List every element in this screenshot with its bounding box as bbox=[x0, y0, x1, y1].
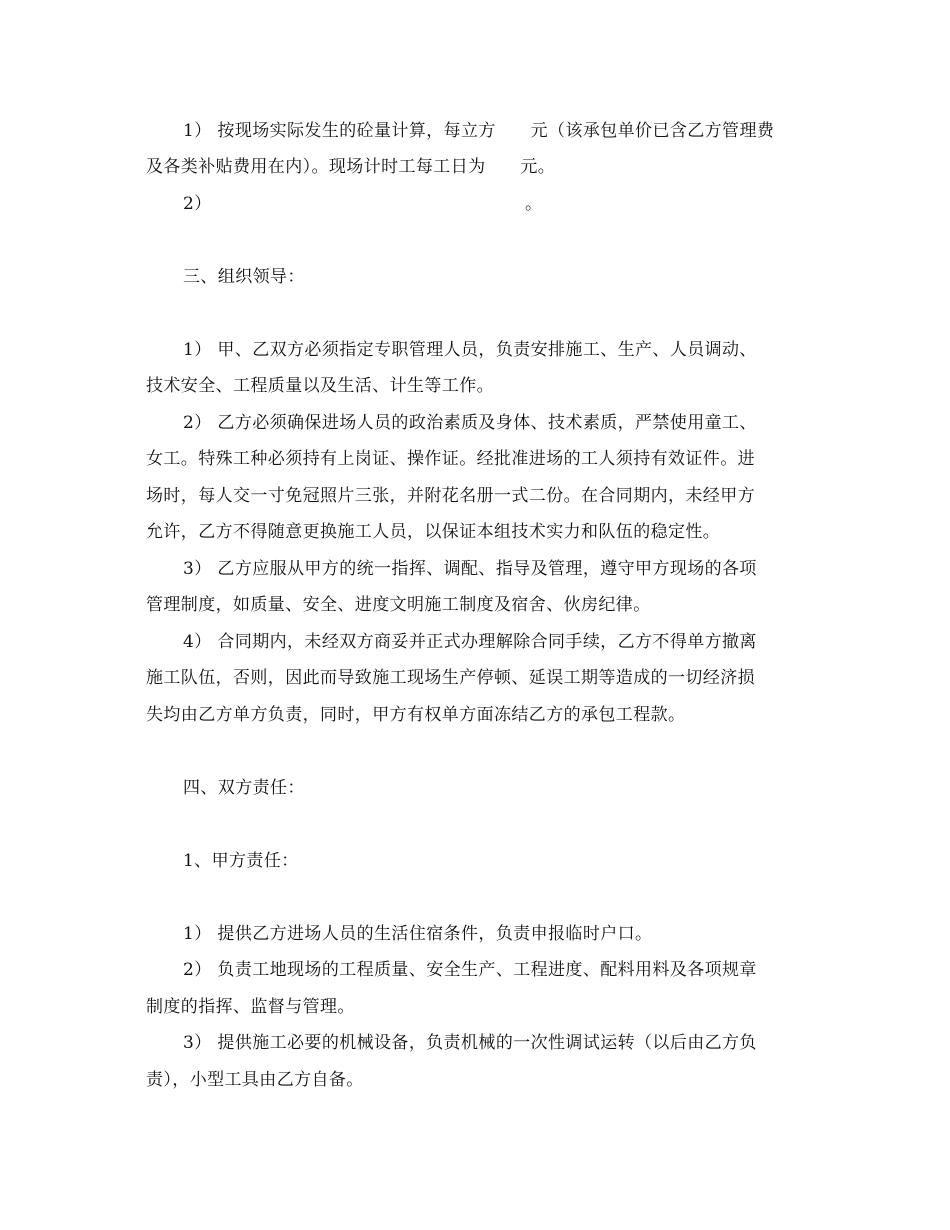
paragraph-line: 2） 乙方必须确保进场人员的政治素质及身体、技术素质，严禁使用童工、 bbox=[183, 413, 757, 433]
paragraph-line: 女工。特殊工种必须持有上岗证、操作证。经批准进场的工人须持有效证件。进 bbox=[146, 449, 755, 469]
subsection-heading: 1、甲方责任： bbox=[183, 851, 299, 871]
paragraph-line: 允许，乙方不得随意更换施工人员，以保证本组技术实力和队伍的稳定性。 bbox=[146, 522, 721, 542]
paragraph-line: 2） 。 bbox=[183, 194, 543, 214]
paragraph-line: 场时，每人交一寸免冠照片三张，并附花名册一式二份。在合同期内，未经甲方 bbox=[146, 486, 755, 506]
paragraph-line: 失均由乙方单方负责，同时，甲方有权单方面冻结乙方的承包工程款。 bbox=[146, 705, 686, 725]
paragraph-line: 管理制度，如质量、安全、进度文明施工制度及宿舍、伙房纪律。 bbox=[146, 595, 651, 615]
paragraph-line: 2） 负责工地现场的工程质量、安全生产、工程进度、配料用料及各项规章 bbox=[183, 960, 757, 980]
section-heading: 三、组织领导： bbox=[183, 267, 305, 287]
paragraph-line: 3） 提供施工必要的机械设备，负责机械的一次性调试运转（以后由乙方负 bbox=[183, 1033, 757, 1053]
paragraph-line: 3） 乙方应服从甲方的统一指挥、调配、指导及管理，遵守甲方现场的各项 bbox=[183, 559, 757, 579]
paragraph-line: 及各类补贴费用在内）。现场计时工每工日为 元。 bbox=[146, 157, 556, 177]
paragraph-line: 1） 按现场实际发生的砼量计算，每立方 元（该承包单价已含乙方管理费 bbox=[183, 121, 775, 141]
paragraph-line: 技术安全、工程质量以及生活、计生等工作。 bbox=[146, 376, 494, 396]
paragraph-line: 施工队伍，否则，因此而导致施工现场生产停顿、延误工期等造成的一切经济损 bbox=[146, 668, 755, 688]
paragraph-line: 1） 提供乙方进场人员的生活住宿条件，负责申报临时户口。 bbox=[183, 924, 653, 944]
paragraph-line: 制度的指挥、监督与管理。 bbox=[146, 997, 355, 1017]
paragraph-line: 责），小型工具由乙方自备。 bbox=[146, 1070, 364, 1090]
paragraph-line: 4） 合同期内，未经双方商妥并正式办理解除合同手续，乙方不得单方撤离 bbox=[183, 632, 757, 652]
section-heading: 四、双方责任： bbox=[183, 778, 305, 798]
paragraph-line: 1） 甲、乙双方必须指定专职管理人员，负责安排施工、生产、人员调动、 bbox=[183, 340, 757, 360]
